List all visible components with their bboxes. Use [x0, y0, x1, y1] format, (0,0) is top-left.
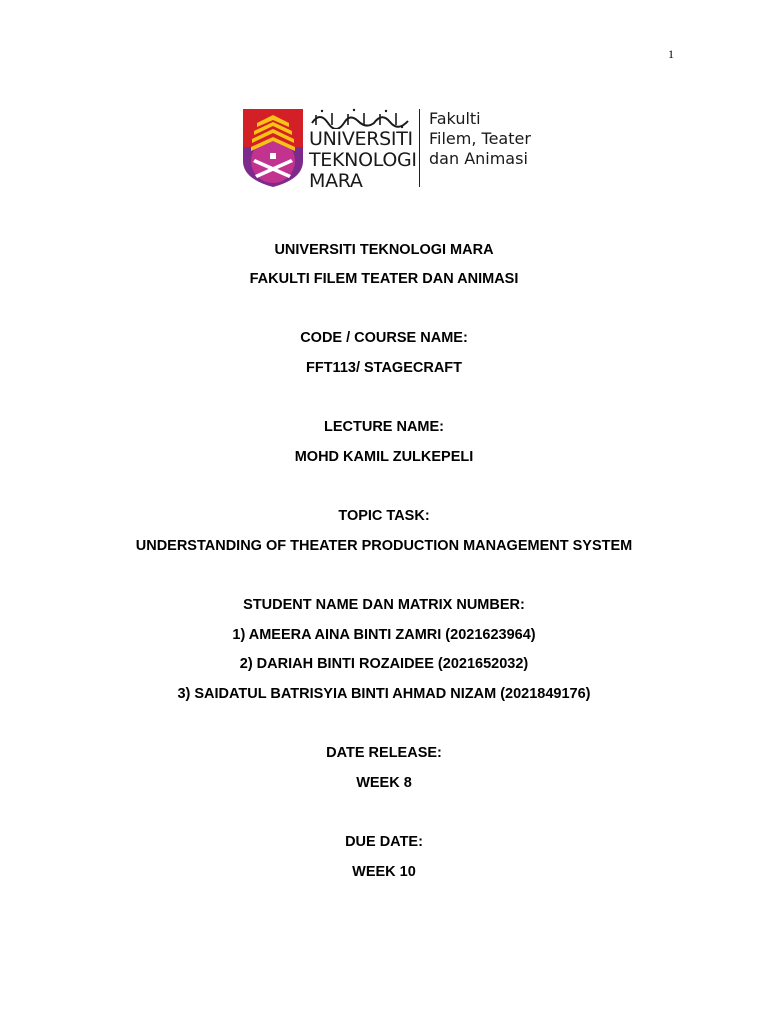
- logo-faculty-line-2: Filem, Teater: [429, 129, 531, 148]
- course-value: FFT113/ STAGECRAFT: [305, 360, 463, 376]
- release-label: DATE RELEASE:: [326, 745, 442, 761]
- logo-divider: [419, 109, 420, 187]
- due-label: DUE DATE:: [345, 834, 423, 850]
- students-label: STUDENT NAME DAN MATRIX NUMBER:: [243, 597, 525, 613]
- course-label: CODE / COURSE NAME:: [300, 330, 468, 346]
- university-name: UNIVERSITI TEKNOLOGI MARA: [274, 242, 494, 258]
- due-value: WEEK 10: [352, 864, 416, 880]
- logo-university-line-1: UNIVERSITI: [309, 128, 413, 150]
- topic-label: TOPIC TASK:: [338, 508, 430, 524]
- uitm-fftan-logo: [243, 105, 533, 191]
- uitm-crest-icon: [243, 109, 303, 187]
- student-entry-1: 1) AMEERA AINA BINTI ZAMRI (2021623964): [232, 627, 536, 643]
- logo-university-line-2: TEKNOLOGI: [309, 149, 417, 171]
- student-entry-3: 3) SAIDATUL BATRISYIA BINTI AHMAD NIZAM (2021849176): [177, 686, 591, 702]
- jawi-script-wordmark: [310, 107, 410, 129]
- logo-university-line-3: MARA: [309, 170, 363, 192]
- release-value: WEEK 8: [356, 775, 412, 791]
- faculty-name: FAKULTI FILEM TEATER DAN ANIMASI: [249, 271, 519, 287]
- lecture-label: LECTURE NAME:: [323, 419, 445, 435]
- lecture-value: MOHD KAMIL ZULKEPELI: [294, 449, 474, 465]
- logo-faculty-line-3: dan Animasi: [429, 149, 528, 168]
- page-number: 1: [668, 47, 674, 61]
- student-entry-2: 2) DARIAH BINTI ROZAIDEE (2021652032): [239, 656, 529, 672]
- topic-value: UNDERSTANDING OF THEATER PRODUCTION MANAGEMENT SYSTEM: [135, 538, 633, 554]
- logo-faculty-line-1: Fakulti: [429, 109, 481, 128]
